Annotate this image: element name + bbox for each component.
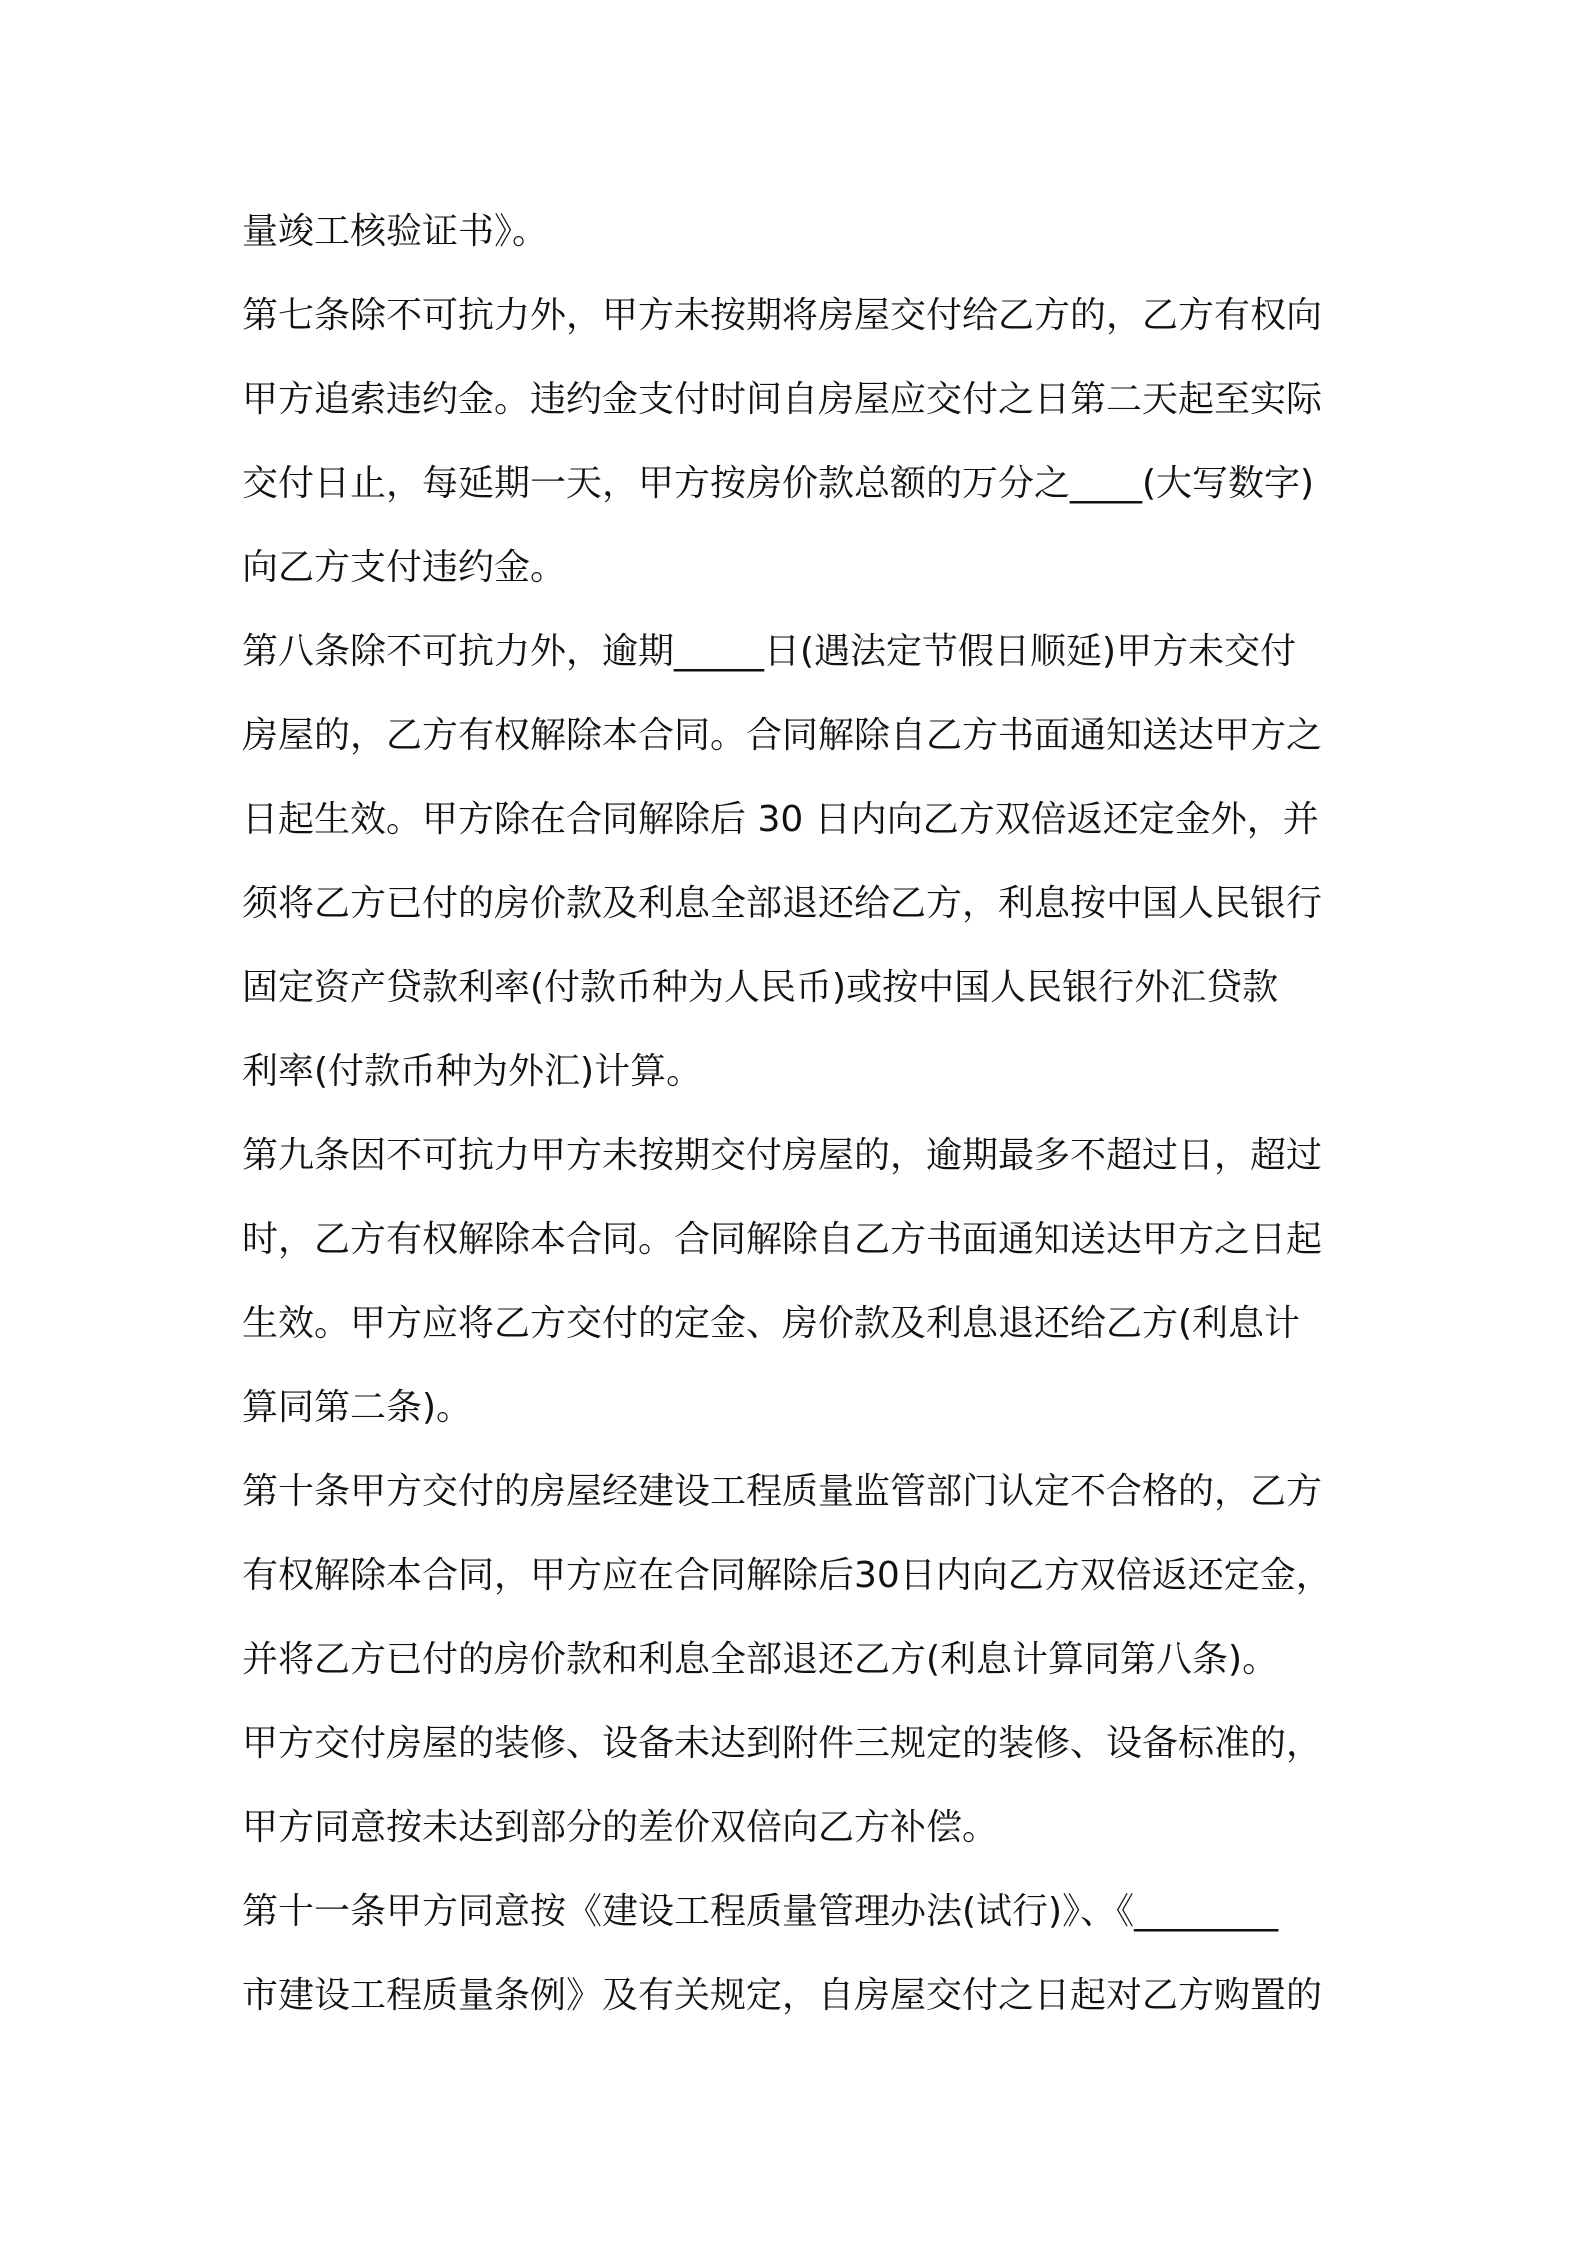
text-line: 利率(付款币种为外汇)计算。 [242, 1051, 703, 1092]
text-line: 有权解除本合同，甲方应在合同解除后30日内向乙方双倍返还定金， [242, 1555, 1332, 1596]
text-line: 时，乙方有权解除本合同。合同解除自乙方书面通知送达甲方之日起 [242, 1219, 1323, 1260]
text-line: 日起生效。甲方除在合同解除后 30 日内向乙方双倍返还定金外，并 [242, 799, 1319, 840]
text-line: 并将乙方已付的房价款和利息全部退还乙方(利息计算同第八条)。 [242, 1639, 1279, 1680]
text-line: 第七条除不可抗力外，甲方未按期将房屋交付给乙方的，乙方有权向 [242, 295, 1323, 336]
document-body [242, 190, 1362, 2038]
text-line: 第九条因不可抗力甲方未按期交付房屋的，逾期最多不超过日，超过 [242, 1135, 1323, 1176]
text-line: 算同第二条)。 [242, 1387, 473, 1428]
text-line: 房屋的，乙方有权解除本合同。合同解除自乙方书面通知送达甲方之 [242, 715, 1323, 756]
text-line: 第八条除不可抗力外，逾期_____日(遇法定节假日顺延)甲方未交付 [242, 631, 1297, 672]
text-line: 固定资产贷款利率(付款币种为人民币)或按中国人民银行外汇贷款 [242, 967, 1279, 1008]
text-line: 市建设工程质量条例》及有关规定，自房屋交付之日起对乙方购置的 [242, 1975, 1323, 2016]
text-line: 交付日止，每延期一天，甲方按房价款总额的万分之____(大写数字) [242, 463, 1315, 504]
text-line: 生效。甲方应将乙方交付的定金、房价款及利息退还给乙方(利息计 [242, 1303, 1301, 1344]
text-line: 向乙方支付违约金。 [242, 547, 567, 588]
text-line: 甲方同意按未达到部分的差价双倍向乙方补偿。 [242, 1807, 999, 1848]
text-line: 须将乙方已付的房价款及利息全部退还给乙方，利息按中国人民银行 [242, 883, 1323, 924]
text-line: 量竣工核验证书》。 [242, 211, 549, 252]
text-line: 第十一条甲方同意按《建设工程质量管理办法(试行)》、《________ [242, 1891, 1279, 1932]
text-line: 甲方追索违约金。违约金支付时间自房屋应交付之日第二天起至实际 [242, 379, 1323, 420]
text-line: 第十条甲方交付的房屋经建设工程质量监管部门认定不合格的，乙方 [242, 1471, 1323, 1512]
text-line: 甲方交付房屋的装修、设备未达到附件三规定的装修、设备标准的， [242, 1723, 1323, 1764]
